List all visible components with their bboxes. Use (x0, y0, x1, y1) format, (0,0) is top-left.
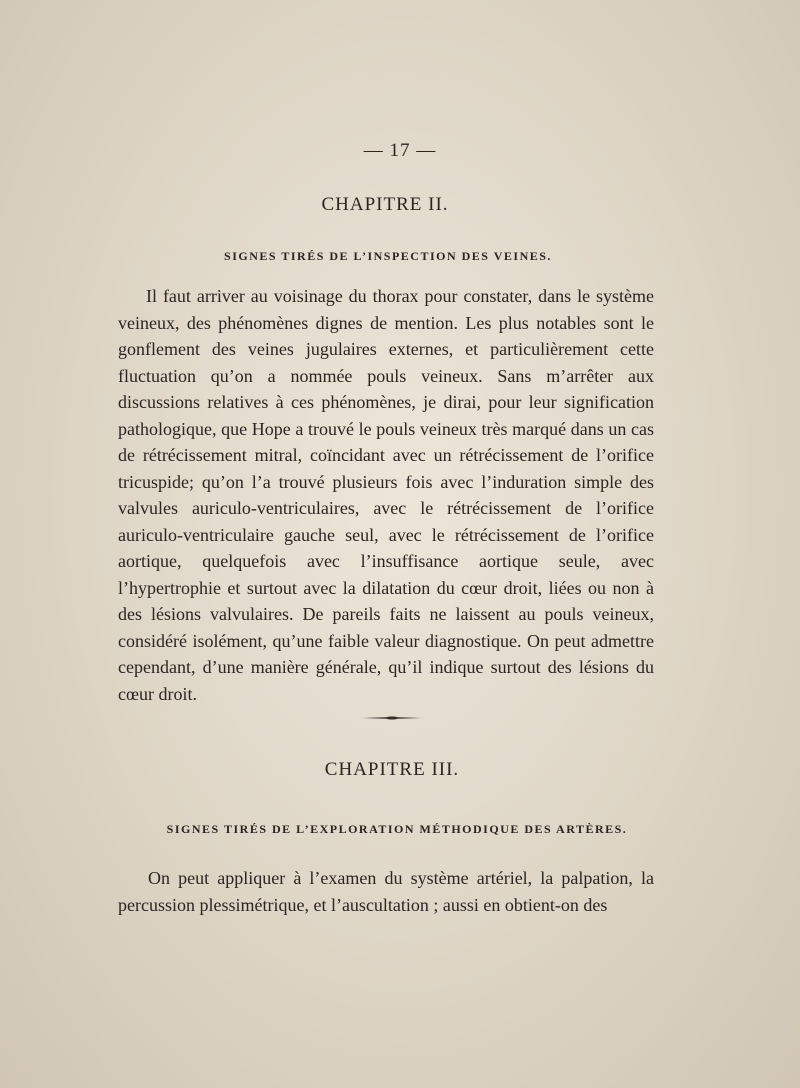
chapter-2-title: CHAPITRE II. (321, 194, 449, 215)
section-divider-ornament (362, 713, 422, 723)
chapter-3-subtitle: SIGNES TIRÉS DE L’EXPLORATION MÉTHODIQUE DES ARTÈRES. (166, 822, 628, 836)
chapter-3-paragraph: On peut appliquer à l’examen du système artériel, la palpation, la percussion plessimétrique, et l’auscultation ; aussi en obtient-on des (118, 868, 654, 915)
chapter-2-paragraph: Il faut arriver au voisinage du thorax pour constater, dans le système veineux, des phénomènes dignes de mention. Les plus notables sont le gonflement des veines jugulaires externes, et particulièrement cette fluctuation qu’on a nommée pouls veineux. Sans m’arrêter aux discussions relatives à ces phénomènes, je dirai, pour leur signification pathologique, que Hope a trouvé le pouls veineux très marqué dans un cas de rétrécissement mitral, coïncidant avec un rétrécissement de l’orifice tricuspide; qu’on l’a trouvé plusieurs fois avec l’induration simple des valvules auriculo-ventriculaires, avec le rétrécissement de l’orifice auriculo-ventriculaire gauche seul, avec le rétrécissement de l’orifice aortique, quelquefois avec l’insuffisance aortique seule, avec l’hypertrophie et surtout avec la dilatation du cœur droit, liées ou non à des lésions valvulaires. De pareils faits ne laissent au pouls veineux, considéré isolément, qu’une faible valeur diagnostique. On peut admettre cependant, d’une manière générale, qu’il indique surtout des lésions du cœur droit. (118, 286, 654, 704)
chapter-2-subtitle: SIGNES TIRÉS DE L’INSPECTION DES VEINES. (224, 249, 552, 263)
chapter-3-title: CHAPITRE III. (324, 759, 460, 780)
page-number: — 17 — (363, 140, 437, 161)
